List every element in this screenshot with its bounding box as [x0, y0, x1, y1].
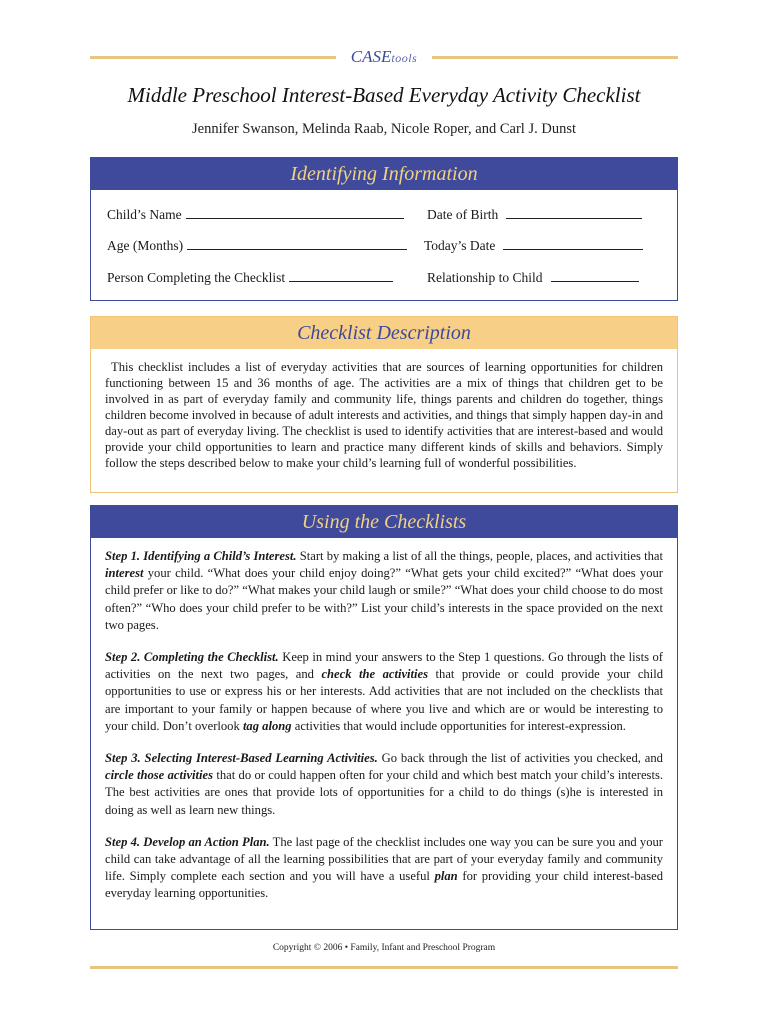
copyright-notice: Copyright © 2006 • Family, Infant and Preschool Program: [272, 943, 496, 953]
checklist-description-heading: Checklist Description: [91, 317, 677, 349]
authors: Jennifer Swanson, Melinda Raab, Nicole Roper, and Carl J. Dunst: [192, 121, 576, 137]
person-completing-field[interactable]: Person Completing the Checklist: [107, 269, 393, 286]
using-checklists-panel: [90, 505, 678, 930]
using-checklists-body: [91, 538, 677, 903]
document-title: Middle Preschool Interest-Based Everyday Activity Checklist: [127, 83, 641, 107]
identifying-information-panel: [90, 157, 678, 301]
relationship-blank[interactable]: [551, 269, 639, 282]
step-3-paragraph: Step 3. Selecting Interest-Based Learning Activities. Go back through the list of activities you checked, and circle those activities that do or could happen often for your child and which best match your child’s interests. The best activities are ones that provide lots of opportunities for a child to do things (s)he is interested in doing as well as learn new things.: [105, 751, 663, 817]
relationship-field[interactable]: Relationship to Child: [427, 269, 639, 286]
date-of-birth-field[interactable]: Date of Birth: [427, 206, 642, 223]
brand-rule-left: [90, 56, 336, 59]
childs-name-field[interactable]: Child’s Name: [107, 206, 404, 223]
todays-date-blank[interactable]: [503, 237, 643, 250]
step-4-paragraph: Step 4. Develop an Action Plan. The last page of the checklist includes one way you can be sure you and your child can take advantage of all the learning possibilities that are part of your everyday family and community life. Simply complete each section and you will have a useful plan for providing your child interest-based everyday learning opportunities.: [105, 834, 664, 901]
brand-bar: [90, 47, 678, 67]
step-1-paragraph: Step 1. Identifying a Child’s Interest. Start by making a list of all the things, people, places, and activities that interest your child. “What does your child enjoy doing?” “What gets your child excited?” “What does your child prefer or like to do?” “What makes your child laugh or smile?” “What does your child choose to do most often?” “Who does your child prefer to be with?” List your child’s interests in the space provided on the next two pages.: [105, 549, 663, 632]
using-checklists-heading: Using the Checklists: [91, 506, 677, 538]
bottom-rule: [90, 966, 678, 969]
step-1-label: Step 1. Identifying a Child’s Interest.: [105, 549, 297, 563]
checklist-description-text: This checklist includes a list of everyday activities that are sources of learning opportunities for children functioning between 15 and 36 months of age. The activities are a mix of things that children get to be involved in as part of everyday family and community life, things parents and children do together, things children become involved in because of adult interests and activities, and things that simply happen day-in and day-out as part of everyday living. The checklist is used to identify activities that are interest-based and would provide your child opportunities to learn and practice many different kinds of skills and behaviors. Simply follow the steps described below to make your child’s learning full of wonderful possibilities.: [105, 360, 663, 470]
casetools-logo: CASEtools: [350, 47, 418, 66]
checklist-description-panel: [90, 316, 678, 493]
todays-date-field[interactable]: Today’s Date: [424, 237, 643, 254]
childs-name-blank[interactable]: [186, 206, 404, 219]
step-4-label: Step 4. Develop an Action Plan.: [105, 834, 270, 849]
person-completing-blank[interactable]: [289, 269, 393, 282]
age-months-field[interactable]: Age (Months): [107, 237, 407, 254]
step-2-label: Step 2. Completing the Checklist.: [105, 650, 279, 665]
identifying-information-heading: Identifying Information: [91, 158, 677, 190]
age-months-blank[interactable]: [187, 237, 407, 250]
brand-rule-right: [432, 56, 678, 59]
step-3-label: Step 3. Selecting Interest-Based Learning Activities.: [105, 751, 378, 766]
date-of-birth-blank[interactable]: [506, 206, 642, 219]
step-2-paragraph: Step 2. Completing the Checklist. Keep in mind your answers to the Step 1 questions. Go through the lists of activities on the next two pages, and check the activities that provide or could provide your child opportunities to use or express his or her interests. Add activities that are not included on the checklists that are important to your family or happen because of where you live and which are or would be interesting to your child. Don’t overlook tag along activities that would include opportunities for interest-expression.: [105, 650, 664, 733]
